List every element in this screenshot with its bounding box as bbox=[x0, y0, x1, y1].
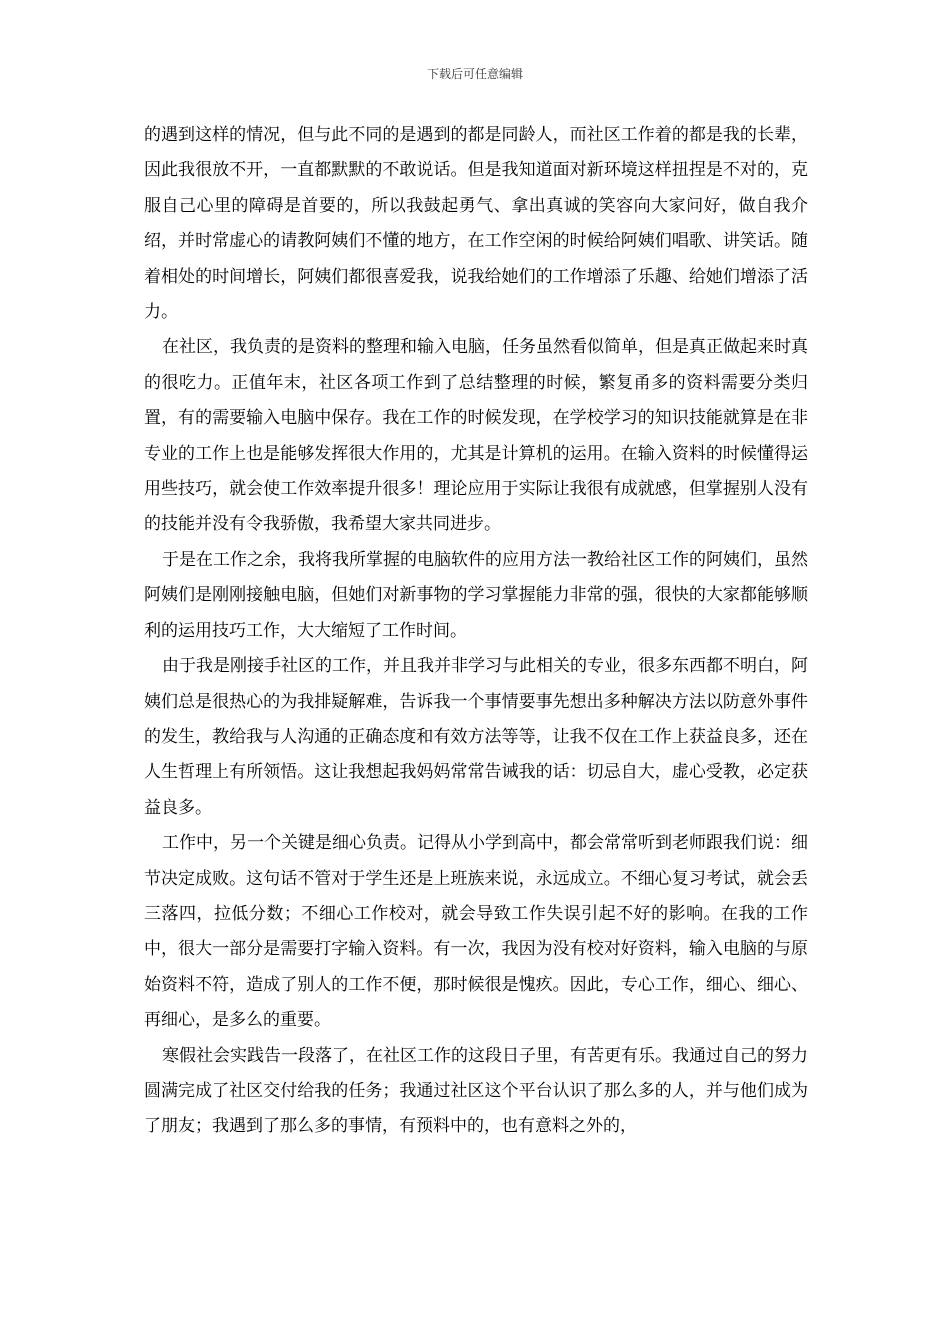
paragraph-3: 于是在工作之余，我将我所掌握的电脑软件的应用方法一教给社区工作的阿姨们，虽然阿姨们是刚刚接触电脑，但她们对新事物的学习掌握能力非常的强，很快的大家都能够顺利的运用技巧工作，大大缩短了工作时间。 bbox=[144, 549, 808, 641]
document-body bbox=[144, 118, 808, 1145]
page-header: 下载后可任意编辑 bbox=[426, 67, 523, 81]
paragraph-4: 由于我是刚接手社区的工作，并且我并非学习与此相关的专业，很多东西都不明白，阿姨们总是很热心的为我排疑解难，告诉我一个事情要事先想出多种解决方法以防意外事件的发生，教给我与人沟通的正确态度和有效方法等等，让我不仅在工作上获益良多，还在人生哲理上有所领悟。这让我想起我妈妈常常告诫我的话：切忌自大，虚心受教，必定获益良多。 bbox=[144, 656, 808, 818]
paragraph-6: 寒假社会实践告一段落了，在社区工作的这段日子里，有苦更有乐。我通过自己的努力圆满完成了社区交付给我的任务；我通过社区这个平台认识了那么多的人，并与他们成为了朋友；我遇到了那么多的事情，有预料中的，也有意料之外的， bbox=[144, 1045, 808, 1137]
paragraph-5: 工作中，另一个关键是细心负责。记得从小学到高中，都会常常听到老师跟我们说：细节决定成败。这句话不管对于学生还是上班族来说，永远成立。不细心复习考试，就会丢三落四，拉低分数；不细心工作校对，就会导致工作失误引起不好的影响。在我的工作中，很大一部分是需要打字输入资料。有一次，我因为没有校对好资料，输入电脑的与原始资料不符，造成了别人的工作不便，那时候很是愧疚。因此，专心工作，细心、细心、再细心，是多么的重要。 bbox=[144, 833, 808, 1031]
paragraph-2: 在社区，我负责的是资料的整理和输入电脑，任务虽然看似简单，但是真正做起来时真的很吃力。正值年末，社区各项工作到了总结整理的时候，繁复甬多的资料需要分类归置，有的需要输入电脑中保存。我在工作的时候发现，在学校学习的知识技能就算是在非专业的工作上也是能够发挥很大作用的，尤其是计算机的运用。在输入资料的时候懂得运用些技巧，就会使工作效率提升很多！理论应用于实际让我很有成就感，但掌握别人没有的技能并没有令我骄傲，我希望大家共同进步。 bbox=[144, 337, 808, 535]
paragraph-1: 的遇到这样的情况，但与此不同的是遇到的都是同龄人，而社区工作着的都是我的长辈，因此我很放不开，一直都默默的不敢说话。但是我知道面对新环境这样扭捏是不对的，克服自己心里的障碍是首要的，所以我鼓起勇气、拿出真诚的笑容向大家问好，做自我介绍，并时常虚心的请教阿姨们不懂的地方，在工作空闲的时候给阿姨们唱歌、讲笑话。随着相处的时间增长，阿姨们都很喜爱我，说我给她们的工作增添了乐趣、给她们增添了活力。 bbox=[144, 125, 808, 323]
